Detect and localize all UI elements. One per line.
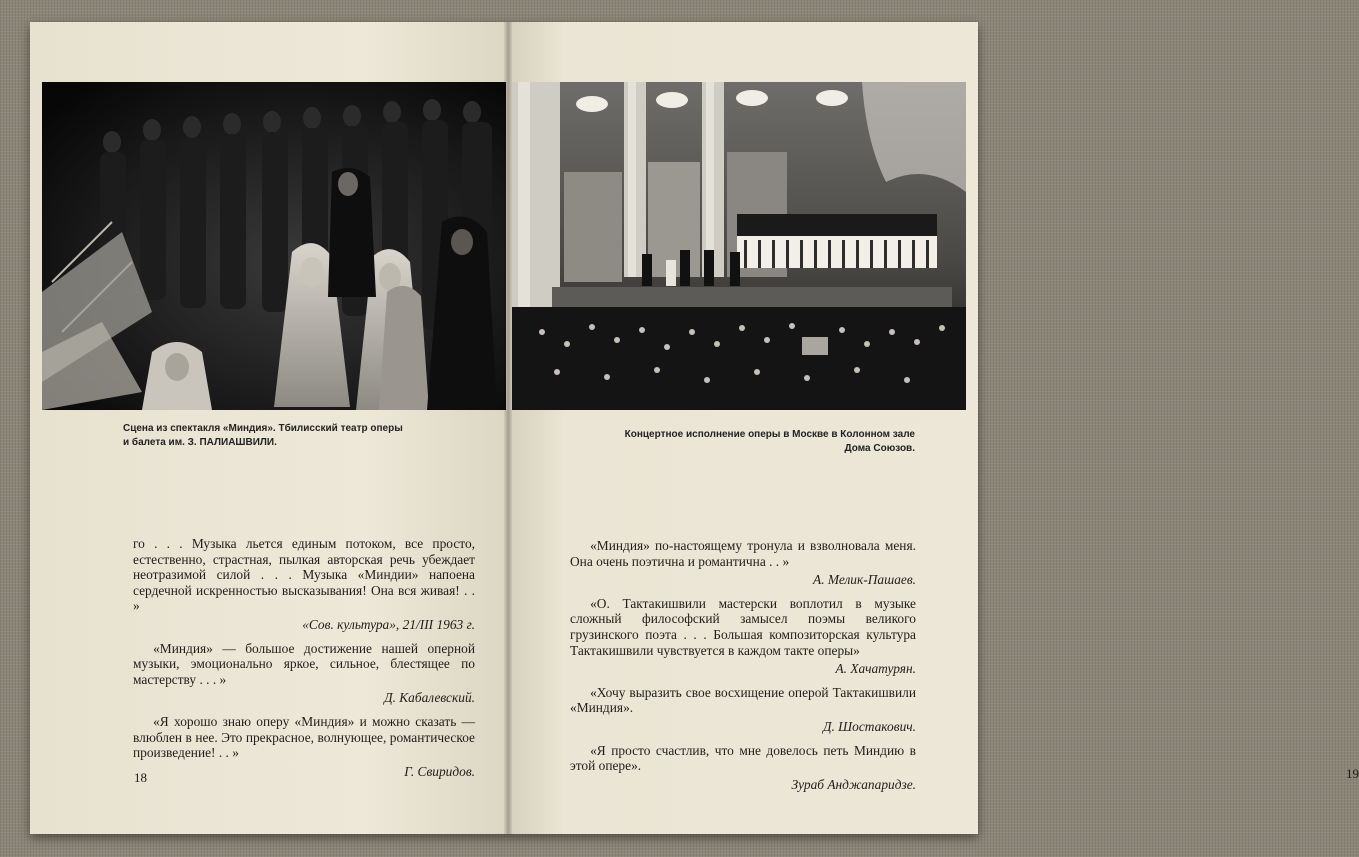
quote-attribution: Д. Шостакович. — [822, 718, 916, 734]
quote-attribution: Зураб Анджапаридзе. — [791, 776, 916, 792]
quote-paragraph: «Миндия» по-настоящему тронула и взволновала меня. Она очень поэтична и романтична . . » — [570, 538, 916, 569]
right-page-text — [570, 538, 916, 800]
page-number-left: 18 — [134, 770, 147, 785]
quote-attribution: А. Мелик-Пашаев. — [813, 572, 916, 588]
quote-paragraph: «Миндия» — большое достижение нашей оперной музыки, эмоционально яркое, сильное, блестящее по мастерству . . . » — [133, 640, 475, 687]
left-page-text — [133, 536, 475, 787]
concert-hall-photo — [512, 82, 966, 410]
left-photo-caption — [123, 422, 453, 450]
quote-paragraph: «Я хорошо знаю оперу «Миндия» и можно сказать — влюблен в нее. Это прекрасное, волнующее, романтическое произведение! . . » — [133, 713, 475, 761]
right-caption-line-1: Концертное исполнение оперы в Москве в Колонном зале — [624, 429, 915, 440]
left-page — [30, 22, 508, 834]
quote-attribution: А. Хачатурян. — [835, 661, 916, 677]
page-number-right: 19 — [1346, 766, 1359, 781]
quote-paragraph: «О. Тактакишвили мастерски воплотил в музыке сложный философский замысел поэмы великого грузинского поэта . . . Большая композиторская культура Тактакишвили чувствуется в каждом такте оперы» — [570, 595, 916, 658]
booklet-spine — [504, 22, 512, 834]
quote-paragraph: го . . . Музыка льется единым потоком, все просто, естественно, страстная, пылкая авторская речь убеждает неотразимой силой . . . Музыка «Миндии» напоена сердечной искренностью высказывания! Она вся живая! . . » — [133, 536, 475, 614]
stage-scene-illustration — [42, 82, 506, 410]
quote-attribution: Г. Свиридов. — [404, 763, 475, 779]
concert-hall-illustration — [512, 82, 966, 410]
quote-paragraph: «Хочу выразить свое восхищение оперой Тактакишвили «Миндия». — [570, 684, 916, 716]
quote-attribution: «Сов. культура», 21/III 1963 г. — [302, 616, 475, 632]
quote-attribution: Д. Кабалевский. — [384, 690, 475, 706]
left-caption-line-2: и балета им. З. ПАЛИАШВИЛИ. — [123, 437, 277, 448]
left-caption-line-1: Сцена из спектакля «Миндия». Тбилисский театр оперы — [123, 423, 403, 434]
quote-paragraph: «Я просто счастлив, что мне довелось петь Миндию в этой опере». — [570, 742, 916, 774]
booklet-spread — [30, 22, 1359, 834]
right-photo-caption — [555, 428, 915, 456]
stage-scene-photo — [42, 82, 506, 410]
right-caption-line-2: Дома Союзов. — [844, 443, 915, 454]
